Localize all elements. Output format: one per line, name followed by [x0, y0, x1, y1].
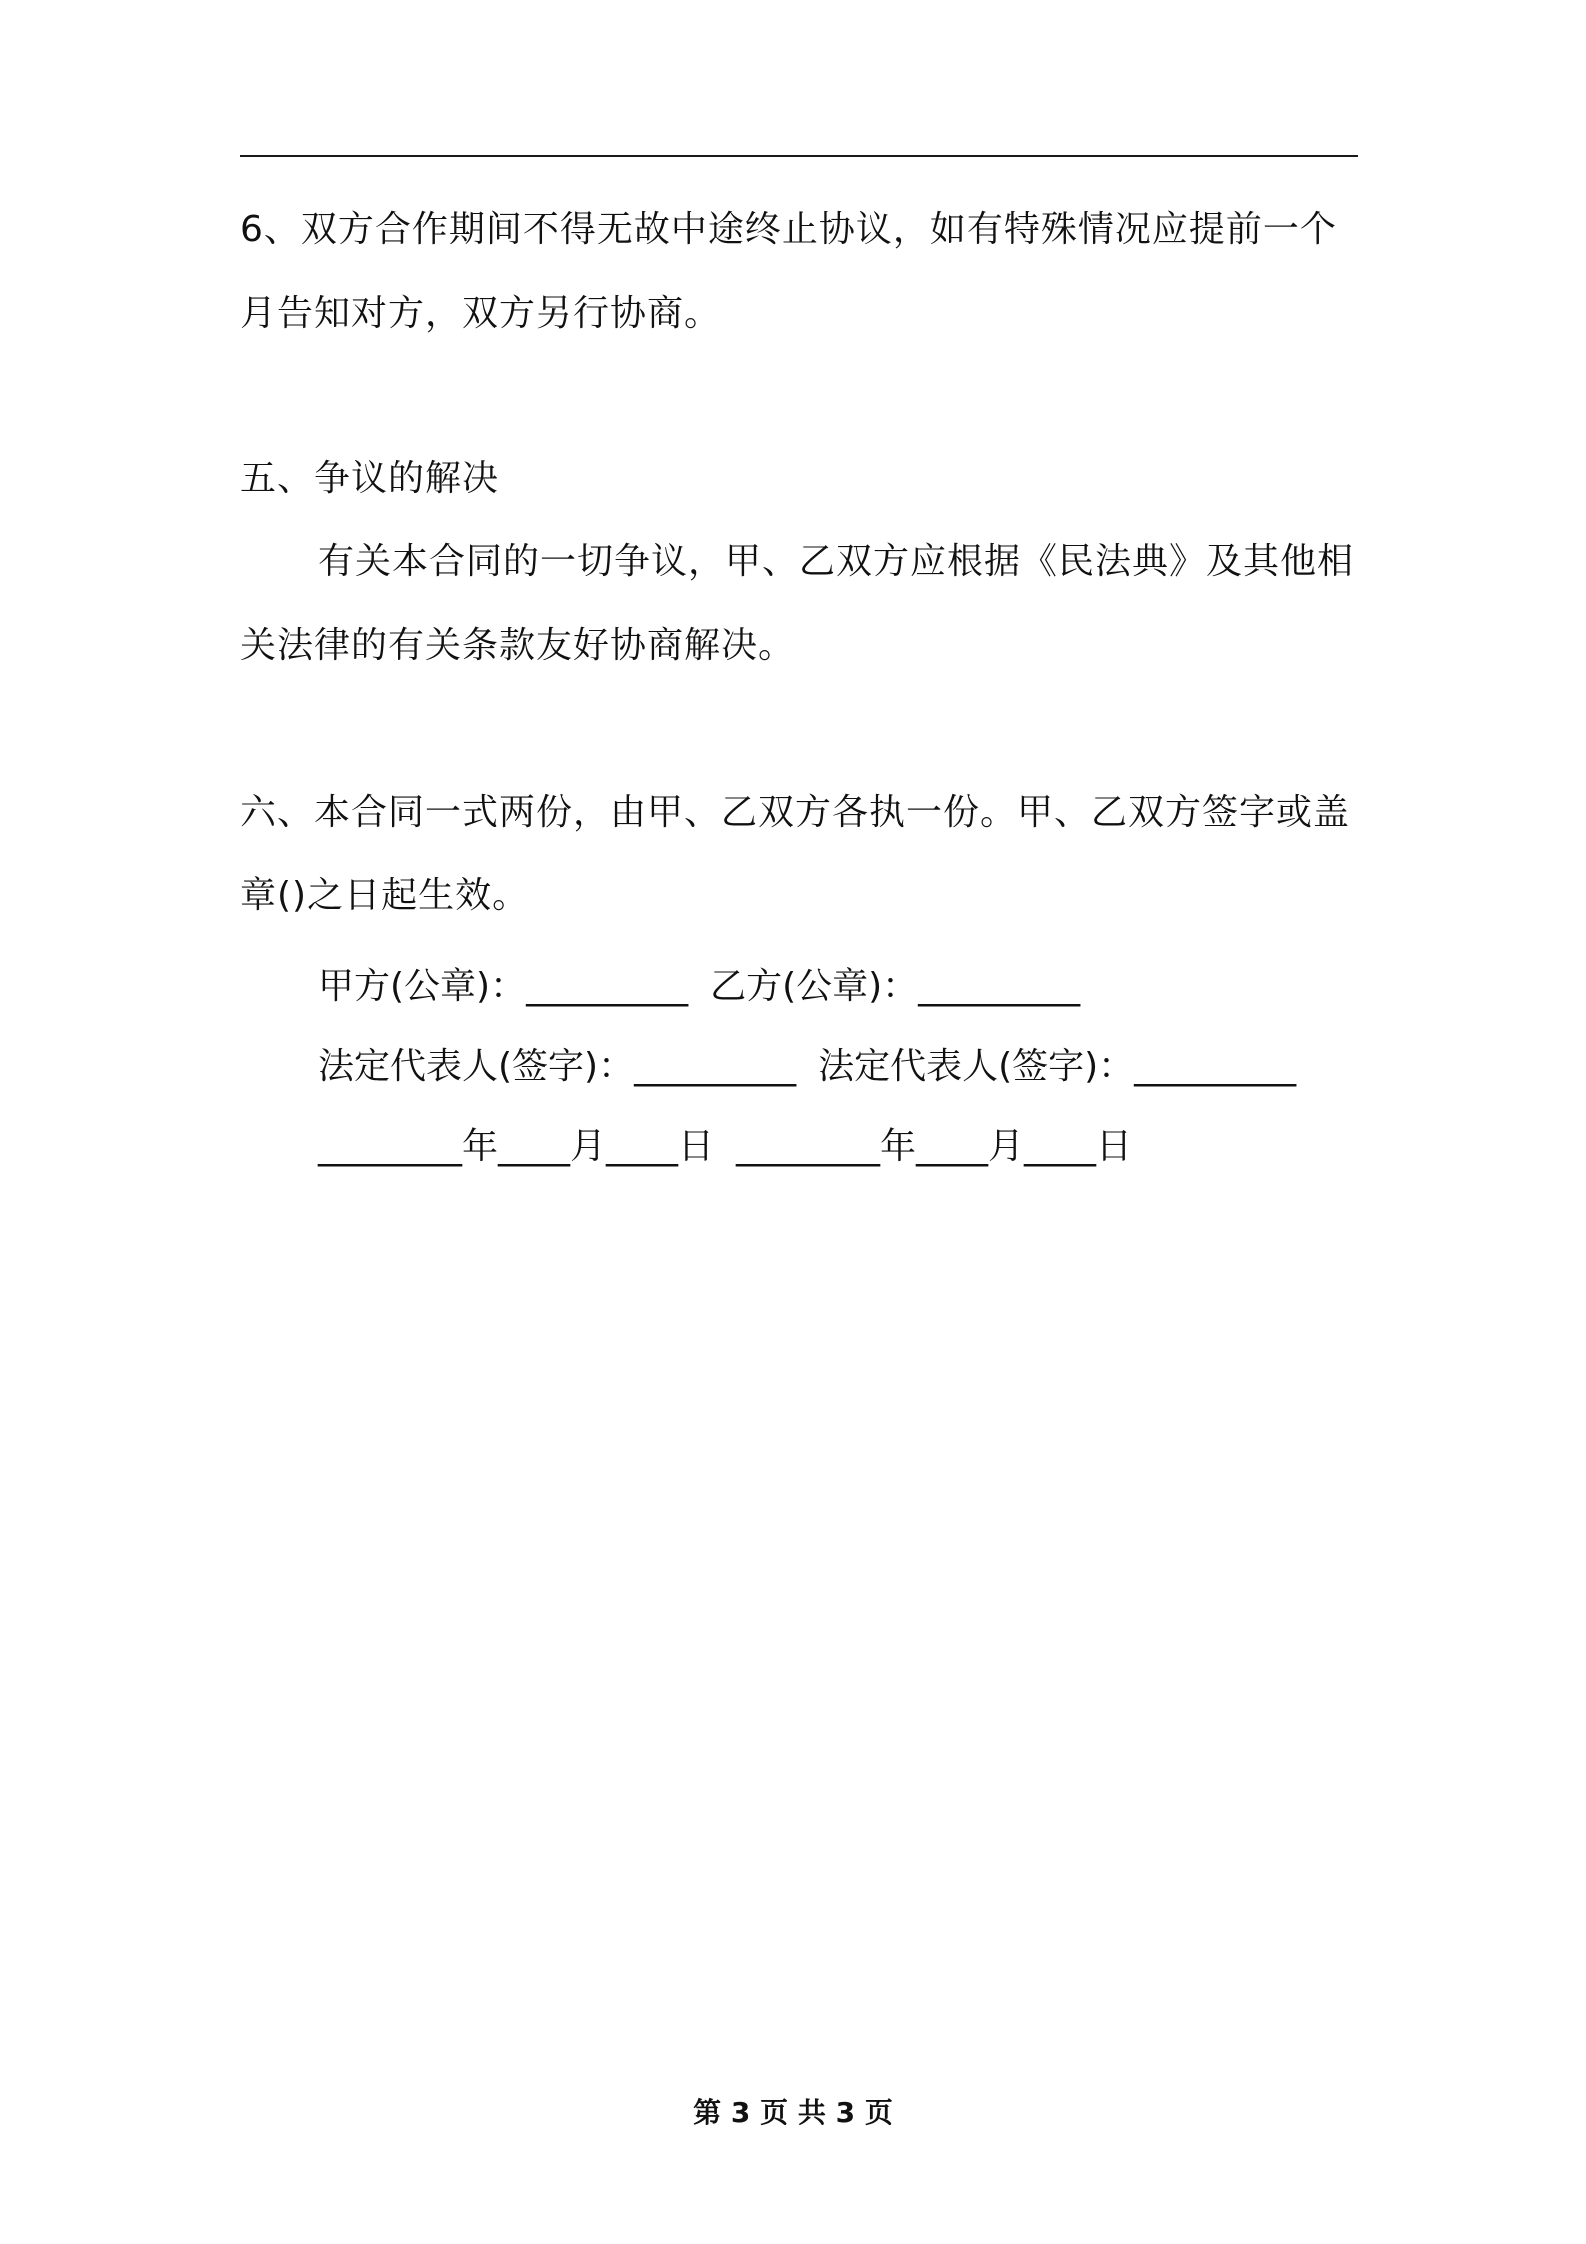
party-a-rep-field: 法定代表人(签字)：_________	[318, 1046, 797, 1087]
section-5-line-1: 有关本合同的一切争议，甲、乙双方应根据《民法典》及其他相	[318, 541, 1355, 582]
party-b-date-field: ________年____月____日	[736, 1126, 1132, 1167]
section-6-line-1: 六、本合同一式两份，由甲、乙双方各执一份。甲、乙双方签字或盖	[240, 792, 1351, 833]
section-6-line-2: 章()之日起生效。	[240, 875, 530, 916]
signature-row-dates	[318, 1123, 1132, 1171]
page-number-footer: 第 3 页 共 3 页	[693, 2096, 893, 2129]
signature-row-seals	[318, 963, 1080, 1011]
party-b-seal-field: 乙方(公章)：_________	[710, 966, 1081, 1007]
party-a-seal-field: 甲方(公章)：_________	[318, 966, 689, 1007]
clause-6-line-2: 月告知对方，双方另行协商。	[240, 293, 722, 334]
party-a-date-field: ________年____月____日	[318, 1126, 714, 1167]
section-5-heading: 五、争议的解决	[240, 458, 500, 499]
party-b-rep-field: 法定代表人(签字)：_________	[818, 1046, 1297, 1087]
header-rule	[240, 155, 1358, 157]
section-5-line-2: 关法律的有关条款友好协商解决。	[240, 625, 796, 666]
signature-row-representatives	[318, 1043, 1296, 1091]
clause-6-line-1: 6、双方合作期间不得无故中途终止协议，如有特殊情况应提前一个	[240, 209, 1337, 250]
